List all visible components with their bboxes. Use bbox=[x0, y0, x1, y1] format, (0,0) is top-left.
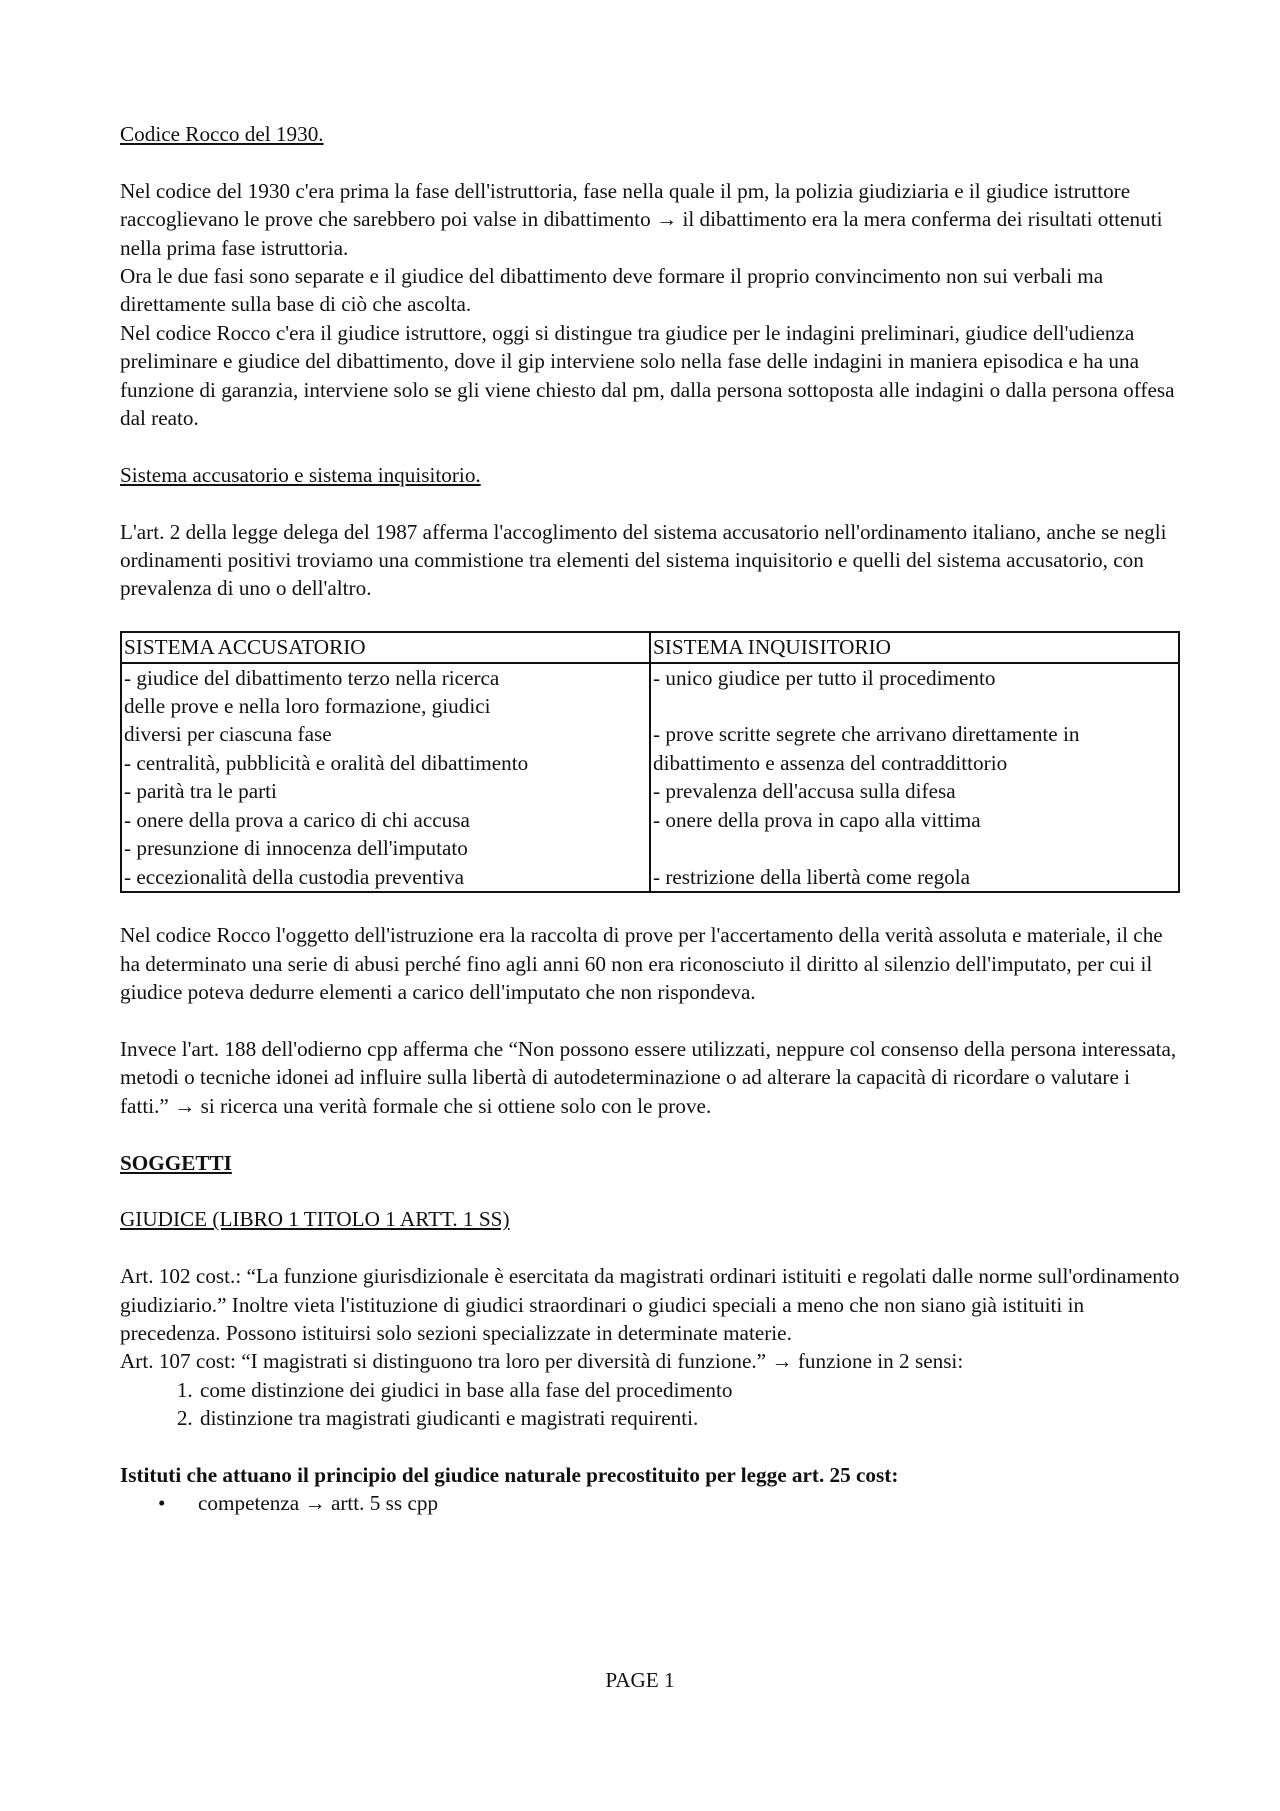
page-footer: PAGE 1 bbox=[605, 1668, 675, 1692]
paragraph-separate-phases: Ora le due fasi sono separate e il giudice del dibattimento deve formare il proprio convincimento non sui verbali ma direttamente sulla base di ciò che ascolta. bbox=[120, 264, 1104, 317]
list-item: • competenza → artt. 5 ss cpp bbox=[198, 1489, 1180, 1517]
table-line: - unico giudice per tutto il procedimento bbox=[653, 665, 996, 690]
table-line: - onere della prova in capo alla vittima bbox=[653, 807, 981, 832]
document-page bbox=[120, 120, 1180, 1518]
section-heading-codice-rocco: Codice Rocco del 1930. bbox=[120, 122, 324, 146]
table-row bbox=[121, 663, 1179, 892]
section-heading-sistema: Sistema accusatorio e sistema inquisitorio. bbox=[120, 462, 481, 487]
table-line: diversi per ciascuna fase bbox=[124, 722, 332, 747]
paragraph-giudice-istruttore: Nel codice Rocco c'era il giudice istruttore, oggi si distingue tra giudice per le indagini preliminari, giudice dell'udienza preliminare e giudice del dibattimento, dove il gip interviene solo nella fase delle indagini in maniera episodica e ha una funzione di garanzia, interviene solo se gli viene chiesto dal pm, dalla persona sottoposta alle indagini o dalla persona offesa dal reato. bbox=[120, 320, 1175, 431]
table-header-inquisitorio: SISTEMA INQUISITORIO bbox=[650, 632, 1179, 662]
paragraph-istruzione: Nel codice Rocco l'oggetto dell'istruzione era la raccolta di prove per l'accertamento della verità assoluta e materiale, il che ha determinato una serie di abusi perché fino agli anni 60 non era riconosciuto il diritto al silenzio dell'imputato, per cui il giudice poteva dedurre elementi a carico dell'imputato che non rispondeva. bbox=[120, 923, 1163, 1005]
table-cell-inquisitorio bbox=[650, 663, 1179, 892]
table-line: - giudice del dibattimento terzo nella ricerca bbox=[124, 665, 500, 690]
bullet-list bbox=[120, 1489, 1180, 1517]
table-line: - onere della prova a carico di chi accusa bbox=[124, 807, 470, 832]
table-line: - prove scritte segrete che arrivano direttamente in bbox=[653, 722, 1080, 747]
table-line bbox=[653, 834, 1176, 862]
section-heading-soggetti: SOGGETTI bbox=[120, 1150, 232, 1175]
istituti-heading: Istituti che attuano il principio del giudice naturale precostituito per legge art. 25 cost: bbox=[120, 1462, 899, 1487]
table-line: dibattimento e assenza del contraddittorio bbox=[653, 750, 1008, 775]
table-line: - eccezionalità della custodia preventiva bbox=[124, 864, 465, 889]
table-line: delle prove e nella loro formazione, giudici bbox=[124, 694, 491, 719]
paragraph-art188: Invece l'art. 188 dell'odierno cpp afferma che “Non possono essere utilizzati, neppure col consenso della persona interessata, metodi o tecniche idonei ad influire sulla libertà di autodeterminazione o ad alterare la capacità di ricordare o valutare i fatti.” → si ricerca una verità formale che si ottiene solo con le prove. bbox=[120, 1036, 1177, 1118]
table-line: - centralità, pubblicità e oralità del dibattimento bbox=[124, 750, 529, 775]
paragraph-art2: L'art. 2 della legge delega del 1987 afferma l'accoglimento del sistema accusatorio nell'ordinamento italiano, anche se negli ordinamenti positivi troviamo una commistione tra elementi del sistema inquisitorio e quelli del sistema accusatorio, con prevalenza di uno o dell'altro. bbox=[120, 519, 1167, 601]
paragraph-art102: Art. 102 cost.: “La funzione giurisdizionale è esercitata da magistrati ordinari istituiti e regolati dalle norme sull'ordinamento giudiziario.” Inoltre vieta l'istituzione di giudici straordinari o giudici speciali a meno che non siano già istituiti in precedenza. Possono istituirsi solo sezioni specializzate in determinate materie. bbox=[120, 1264, 1180, 1345]
numbered-list bbox=[120, 1376, 1180, 1433]
table-line: - prevalenza dell'accusa sulla difesa bbox=[653, 779, 956, 804]
table-line: - presunzione di innocenza dell'imputato bbox=[124, 836, 468, 861]
list-item: 1. come distinzione dei giudici in base alla fase del procedimento bbox=[198, 1376, 1180, 1404]
table-cell-accusatorio bbox=[121, 663, 650, 892]
paragraph-rocco-istruttoria: Nel codice del 1930 c'era prima la fase dell'istruttoria, fase nella quale il pm, la polizia giudiziaria e il giudice istruttore raccoglievano le prove che sarebbero poi valse in dibattimento → il dibattimento era la mera conferma dei risultati ottenuti nella prima fase istruttoria. bbox=[120, 178, 1163, 260]
table-header-accusatorio: SISTEMA ACCUSATORIO bbox=[121, 632, 650, 662]
paragraph-art107: Art. 107 cost: “I magistrati si distinguono tra loro per diversità di funzione.” → funzione in 2 sensi: bbox=[120, 1349, 964, 1374]
table-header-row bbox=[121, 632, 1179, 662]
section-heading-giudice: GIUDICE (LIBRO 1 TITOLO 1 ARTT. 1 SS) bbox=[120, 1207, 510, 1232]
table-line: - restrizione della libertà come regola bbox=[653, 864, 971, 889]
table-line bbox=[653, 692, 1176, 720]
table-line: - parità tra le parti bbox=[124, 779, 277, 804]
comparison-table bbox=[120, 631, 1180, 893]
list-item: 2. distinzione tra magistrati giudicanti e magistrati requirenti. bbox=[198, 1404, 1180, 1432]
